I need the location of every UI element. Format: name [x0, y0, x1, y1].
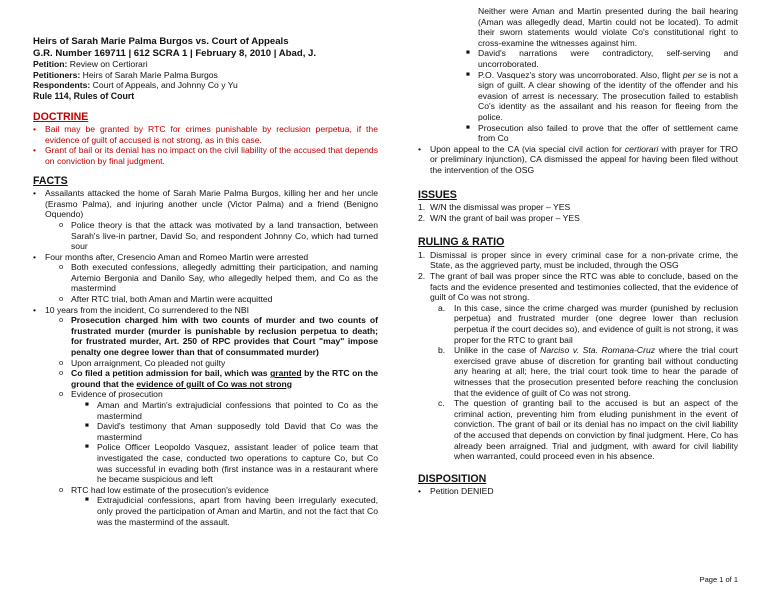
list-item: o Prosecution charged him with two counts of murder and two counts of frustrated murder (murder is punishable by reclusion perpetua to death; for frustrated murder, Art. 250 of RPC provides that Court "may" impose penalty one degree lower than that of consummated murder): [59, 315, 378, 358]
ruling-list: [418, 250, 738, 462]
list-item: o Police theory is that the attack was motivated by a land transaction, between Sarah's live-in partner, David So, and respondent Johnny Co, which had turned sour: [59, 219, 378, 252]
list-item: ■ Extrajudicial confessions, apart from having been irregularly executed, only proved the participation of Aman and Martin, and not the fact that Co was the mastermind of the assault.: [85, 495, 378, 527]
list-item: • Upon appeal to the CA (via special civil action for certiorari with prayer for TRO or preliminary injunction), CA dismissed the appeal for having been filed without the intervention of the OSG: [418, 143, 738, 175]
list-item: b. Unlike in the case of Narciso v. Sta. Romana-Cruz where the trial court exercised grave abuse of discretion for granting bail without conducting any hearing at all; here, the trial court took time to hear the parade of witnesses that the prosecution presented before reaching the conclusion that the evidence of guilt of Co was not strong.: [438, 345, 738, 398]
list-item: ■ Prosecution also failed to prove that the offer of settlement came from Co: [466, 122, 738, 144]
list-item: • 10 years from the incident, Co surrendered to the NBI o Prosecution charged him with two counts of murder and two counts of frustrated murder (murder is punishable by reclusion perpetua to death; for frustrated murder, Art. 250 of RPC provides that Court "may" impose penalty one degree lower than that of consummated murder) o Upon arraignment, Co pleaded not guilty o Co filed a petition admission for bail, which was granted by the RTC on the ground that the evidence of guilt of Co was not strong o Evidence of prosecution ■ Aman and Martin's extrajudicial confessions that pointed to Co as the mastermind ■ David's testimony that Aman supposedly told David that Co was the mastermind ■ Police Officer Leopoldo Vasquez, assistant leader of police team that investigated the case, conducted two operations to capture Co, but Co was successful in evading both (first instance was in a restaurant where he became suspicious and left o RTC had low estimate of the prosecution's evidence ■ Extrajudicial confessions, apart from having been irregularly executed, only proved the participation of Aman and Martin, and not the fact that Co was the mastermind of the assault.: [33, 304, 378, 527]
facts-list: [33, 188, 378, 527]
list-item: ■ David's testimony that Aman supposedly told David that Co was the mastermind: [85, 421, 378, 442]
petitioners-line: Petitioners: Heirs of Sarah Marie Palma Burgos: [33, 69, 218, 80]
list-item: o After RTC trial, both Aman and Martin were acquitted: [59, 294, 273, 305]
disposition-list: [418, 486, 738, 497]
left-column: [33, 36, 378, 527]
list-item: ■ David's narrations were contradictory, self-serving and uncorroborated.: [466, 48, 738, 69]
ruling-heading: RULING & RATIO: [418, 236, 505, 249]
issues-heading: ISSUES: [418, 188, 457, 201]
list-item: ■ Aman and Martin's extrajudicial confessions that pointed to Co as the mastermind: [85, 400, 378, 421]
list-item: o Evidence of prosecution ■ Aman and Martin's extrajudicial confessions that pointed to Co as the mastermind ■ David's testimony that Aman supposedly told David that Co was the mastermind ■ Police Officer Leopoldo Vasquez, assistant leader of police team that investigated the case, conducted two operations to capture Co, but Co was successful in evading both (first instance was in a restaurant where he became suspicious and left: [59, 389, 378, 485]
facts-heading: FACTS: [33, 174, 68, 187]
facts-continued: [418, 6, 738, 176]
list-item: 1. W/N the dismissal was proper – YES: [418, 202, 571, 213]
list-item: o RTC had low estimate of the prosecution's evidence ■ Extrajudicial confessions, apart from having been irregularly executed, only proved the participation of Aman and Martin, and not the fact that Co was the mastermind of the assault.: [59, 484, 378, 527]
doctrine-list: [33, 124, 378, 166]
list-item: a. In this case, since the crime charged was murder (punished by reclusion perpetua) and frustrated murder (one degree lower than reclusion perpetua if the court decides so), and evidence of guilt is not strong, it was proper for the RTC to grant bail: [438, 302, 738, 345]
respondents-line: Respondents: Court of Appeals, and Johnny Co y Yu: [33, 80, 238, 91]
list-item: c. The question of granting bail to the accused is but an aspect of the criminal action, preventing him from eluding punishment in the event of conviction. The grant of bail or its denial has no impact on the civil liability of the accused that depends on conviction by final judgment. Here, Co has already been arraigned. Trial and judgment, with award for civil liability when warranted, could proceed even in his absence.: [438, 398, 738, 462]
list-item: 2. W/N the grant of bail was proper – YES: [418, 212, 580, 223]
petition-line: Petition: Review on Certiorari: [33, 59, 148, 70]
list-item: • Assailants attacked the home of Sarah Marie Palma Burgos, killing her and her uncle (Erasmo Palma), and injuring another uncle (Victor Palma) and a friend (Benigno Oquendo) o Police theory is that the attack was motivated by a land transaction, between Sarah's live-in partner, David So, and respondent Johnny Co, which had turned sour: [33, 188, 378, 252]
list-item: o Upon arraignment, Co pleaded not guilty: [59, 357, 226, 368]
list-item: • Grant of bail or its denial has no impact on the civil liability of the accused that depends on conviction by final judgment.: [33, 145, 378, 166]
right-column: [418, 6, 738, 497]
rule-line: Rule 114, Rules of Court: [33, 90, 135, 101]
list-item: • Bail may be granted by RTC for crimes punishable by reclusion perpetua, if the evidence of guilt of accused is not strong, as in this case.: [33, 124, 378, 145]
list-item: Neither were Aman and Martin presented during the bail hearing (Aman was allegedly dead, Martin could not be located). To admit their sworn statements would violate Co's constitutional right to cross-examine the witnesses against him.: [478, 6, 738, 48]
list-item: ■ P.O. Vasquez's story was uncorroborated. Also, flight per se is not a sign of guilt. A clear showing of the identity of the offender and his evasion of arrest is necessary. The prosecution failed to establish Co's identity as the assailant and his reason for fleeing from the police.: [466, 69, 738, 122]
page-number: Page 1 of 1: [699, 575, 738, 585]
case-title: Heirs of Sarah Marie Palma Burgos vs. Court of Appeals: [33, 36, 289, 47]
list-item: o Both executed confessions, allegedly admitting their participation, and naming Artemio Bergonia and Danilo Say, who allegedly helped them, and Co as the mastermind: [59, 262, 378, 294]
doctrine-heading: DOCTRINE: [33, 110, 89, 123]
list-item: 2. The grant of bail was proper since the RTC was able to conclude, based on the facts and the evidence presented and testimonies collected, that the evidence of guilt of Co was not strong. a. In this case, since the crime charged was murder (punished by reclusion perpetua) and frustrated murder (one degree lower than reclusion perpetua if the court decides so), and evidence of guilt is not strong, it was proper for the RTC to grant bail b. Unlike in the case of Narciso v. Sta. Romana-Cruz where the trial court exercised grave abuse of discretion for granting bail without conducting any hearing at all; here, the trial court took time to hear the parade of witnesses that the prosecution presented before reaching the conclusion that the evidence of guilt of Co was not strong. c. The question of granting bail to the accused is but an aspect of the criminal action, preventing him from eluding punishment in the event of conviction. The grant of bail or its denial has no impact on the civil liability of the accused that depends on conviction by final judgment. Here, Co has already been arraigned. Trial and judgment, with award for civil liability when warranted, could proceed even in his absence.: [418, 271, 738, 462]
issues-list: [418, 202, 738, 223]
list-item: • Petition DENIED: [418, 486, 494, 497]
list-item: ■ Police Officer Leopoldo Vasquez, assistant leader of police team that investigated the case, conducted two operations to capture Co, but Co was successful in evading both (first instance was in a restaurant where he became suspicious and left: [85, 442, 378, 485]
disposition-heading: DISPOSITION: [418, 472, 487, 485]
list-item: o Co filed a petition admission for bail, which was granted by the RTC on the ground that the evidence of guilt of Co was not strong: [59, 368, 378, 389]
case-citation: G.R. Number 169711 | 612 SCRA 1 | February 8, 2010 | Abad, J.: [33, 47, 317, 59]
list-item: • Four months after, Cresencio Aman and Romeo Martin were arrested o Both executed confessions, allegedly admitting their participation, and naming Artemio Bergonia and Danilo Say, who allegedly helped them, and Co as the mastermind o After RTC trial, both Aman and Martin were acquitted: [33, 251, 378, 305]
list-item: 1. Dismissal is proper since in every criminal case for a non-private crime, the State, as the aggrieved party, must be included, through the OSG: [418, 249, 738, 271]
